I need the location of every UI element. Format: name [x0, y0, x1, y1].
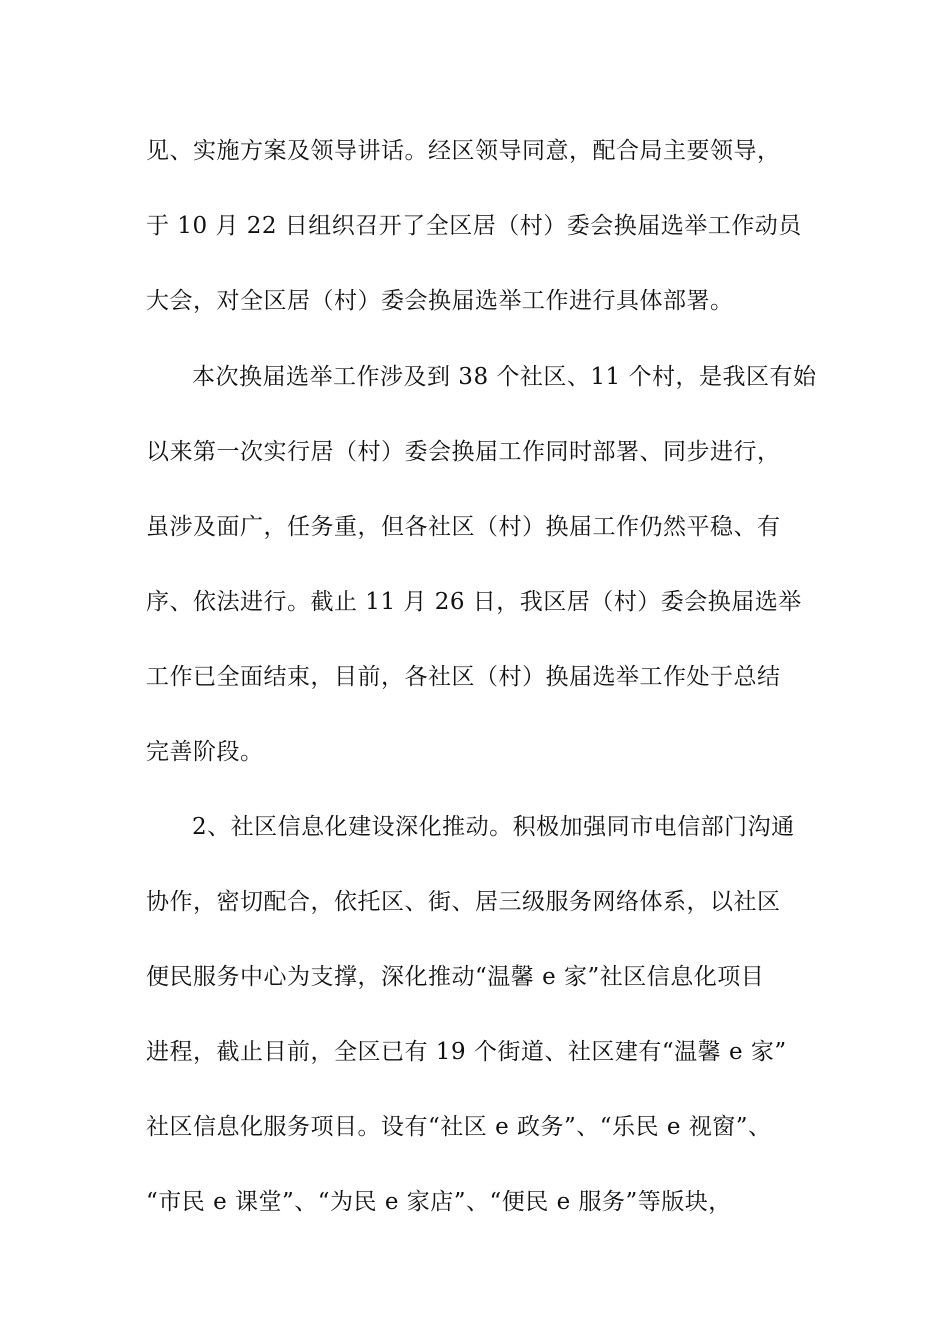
text-line: 完善阶段。 [146, 739, 264, 765]
text-line: 大会，对全区居（村）委会换届选举工作进行具体部署。 [146, 288, 734, 314]
text-line: 序、依法进行。截止 11 月 26 日，我区居（村）委会换届选举 [146, 589, 802, 615]
text-line: 便民服务中心为支撑，深化推动“温馨 e 家”社区信息化项目 [146, 964, 765, 990]
text-line: 社区信息化服务项目。设有“社区 e 政务”、“乐民 e 视窗”、 [146, 1114, 772, 1140]
paragraph-start-line: 本次换届选举工作涉及到 38 个社区、11 个村，是我区有始 [192, 364, 817, 390]
text-line: 协作，密切配合，依托区、街、居三级服务网络体系，以社区 [146, 889, 781, 915]
text-line: 以来第一次实行居（村）委会换届工作同时部署、同步进行， [146, 439, 781, 465]
text-line: 虽涉及面广，任务重，但各社区（村）换届工作仍然平稳、有 [146, 514, 781, 540]
paragraph-start-line: 2、社区信息化建设深化推动。积极加强同市电信部门沟通 [192, 814, 795, 840]
text-line: 工作已全面结束，目前，各社区（村）换届选举工作处于总结 [146, 664, 781, 690]
text-line: “市民 e 课堂”、“为民 e 家店”、“便民 e 服务”等版块， [146, 1189, 732, 1215]
text-line: 进程，截止目前，全区已有 19 个街道、社区建有“温馨 e 家” [146, 1039, 787, 1065]
text-line: 见、实施方案及领导讲话。经区领导同意，配合局主要领导， [146, 138, 781, 164]
text-line: 于 10 月 22 日组织召开了全区居（村）委会换届选举工作动员 [146, 213, 802, 239]
